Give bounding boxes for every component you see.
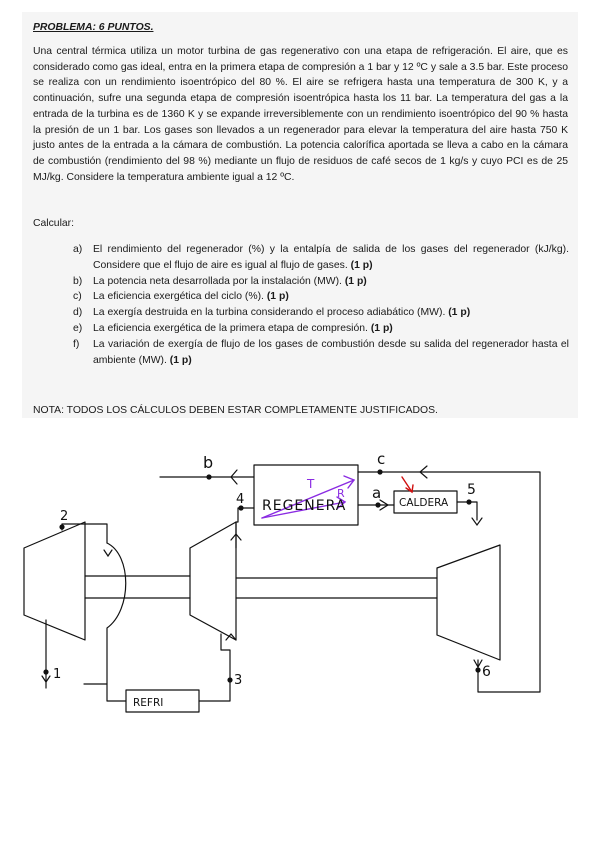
label-r: R [337, 487, 345, 500]
state-4: 4 [236, 492, 245, 507]
cycle-diagram [0, 430, 600, 848]
cooler-label: REFRI [133, 697, 164, 709]
question-item: b) La potencia neta desarrollada por la instalación (MW). (1 p) [73, 275, 367, 287]
line-state-5 [457, 502, 477, 520]
calc-label: Calcular: [33, 218, 74, 229]
arrow-2 [104, 550, 112, 556]
problem-title: PROBLEMA: 6 PUNTOS. [33, 22, 154, 33]
state-a: a [372, 484, 382, 502]
state-3: 3 [234, 673, 243, 688]
question-item: a) El rendimiento del regenerador (%) y la entalpía de salida de los gases del regenerador (kJ/kg). Considere que el flujo de aire es igual al flujo de gases. (1 p) [73, 244, 569, 271]
question-item: f) La variación de exergía de flujo de los gases de combustión desde su salida del regenerador hasta el ambiente (MW). (1 p) [73, 338, 569, 366]
question-list [73, 242, 569, 368]
note-text: NOTA: TODOS LOS CÁLCULOS DEBEN ESTAR COMPLETAMENTE JUSTIFICADOS. [33, 405, 438, 416]
state-c: c [377, 450, 386, 468]
compressor-1 [24, 522, 85, 640]
state-1: 1 [53, 667, 62, 682]
line-state-4 [236, 508, 254, 548]
compressor-2 [190, 522, 236, 640]
turbine [437, 545, 500, 660]
problem-statement: Una central térmica utiliza un motor turbina de gas regenerativo con una etapa de refrigeración. El aire, que es considerado como gas ideal, entra en la primera etapa de compresión a 1 bar y 12 ºC y sale a 3.5 bar. Este proceso se realiza con un rendimiento isoentrópico del 80 %. El aire se refrigera hasta una temperatura de 300 K, y a continuación, sufre una segunda etapa de compresión isoentrópica hasta los 11 bar. La temperatura del gas a la entrada de la turbina es de 1360 K y se expande irreversiblemente con un rendimiento isoentrópico del 90 % hasta la presión de un 1 bar. Los gases son llevados a un regenerador para elevar la temperatura del aire hasta 750 K justo antes de la entrada a la cámara de combustión. La potencia calorífica aportada se lleva a cabo en la cámara de combustión (rendimiento del 98 %) mediante un flujo de residuos de café secos de 1 kg/s y cuyo PCI es de 25 MJ/kg. Considere la temperatura ambiente igual a 12 ºC. [33, 46, 568, 183]
question-item: c) La eficiencia exergética del ciclo (%). (1 p) [73, 291, 289, 303]
regenerator-label: REGENERA [262, 498, 347, 514]
line-state-3 [199, 634, 230, 701]
question-item: d) La exergía destruida en la turbina considerando el proceso adiabático (MW). (1 p) [73, 307, 471, 319]
state-5: 5 [467, 482, 476, 498]
state-2: 2 [60, 509, 69, 524]
state-b: b [203, 453, 214, 472]
state-6: 6 [482, 664, 491, 680]
red-mark [402, 477, 412, 492]
line-cooler-in [107, 684, 126, 701]
boiler-label: CALDERA [399, 497, 449, 509]
label-t: T [307, 477, 315, 491]
line-to-cooler [84, 543, 126, 684]
question-item: e) La eficiencia exergética de la primera etapa de compresión. (1 p) [73, 322, 393, 334]
